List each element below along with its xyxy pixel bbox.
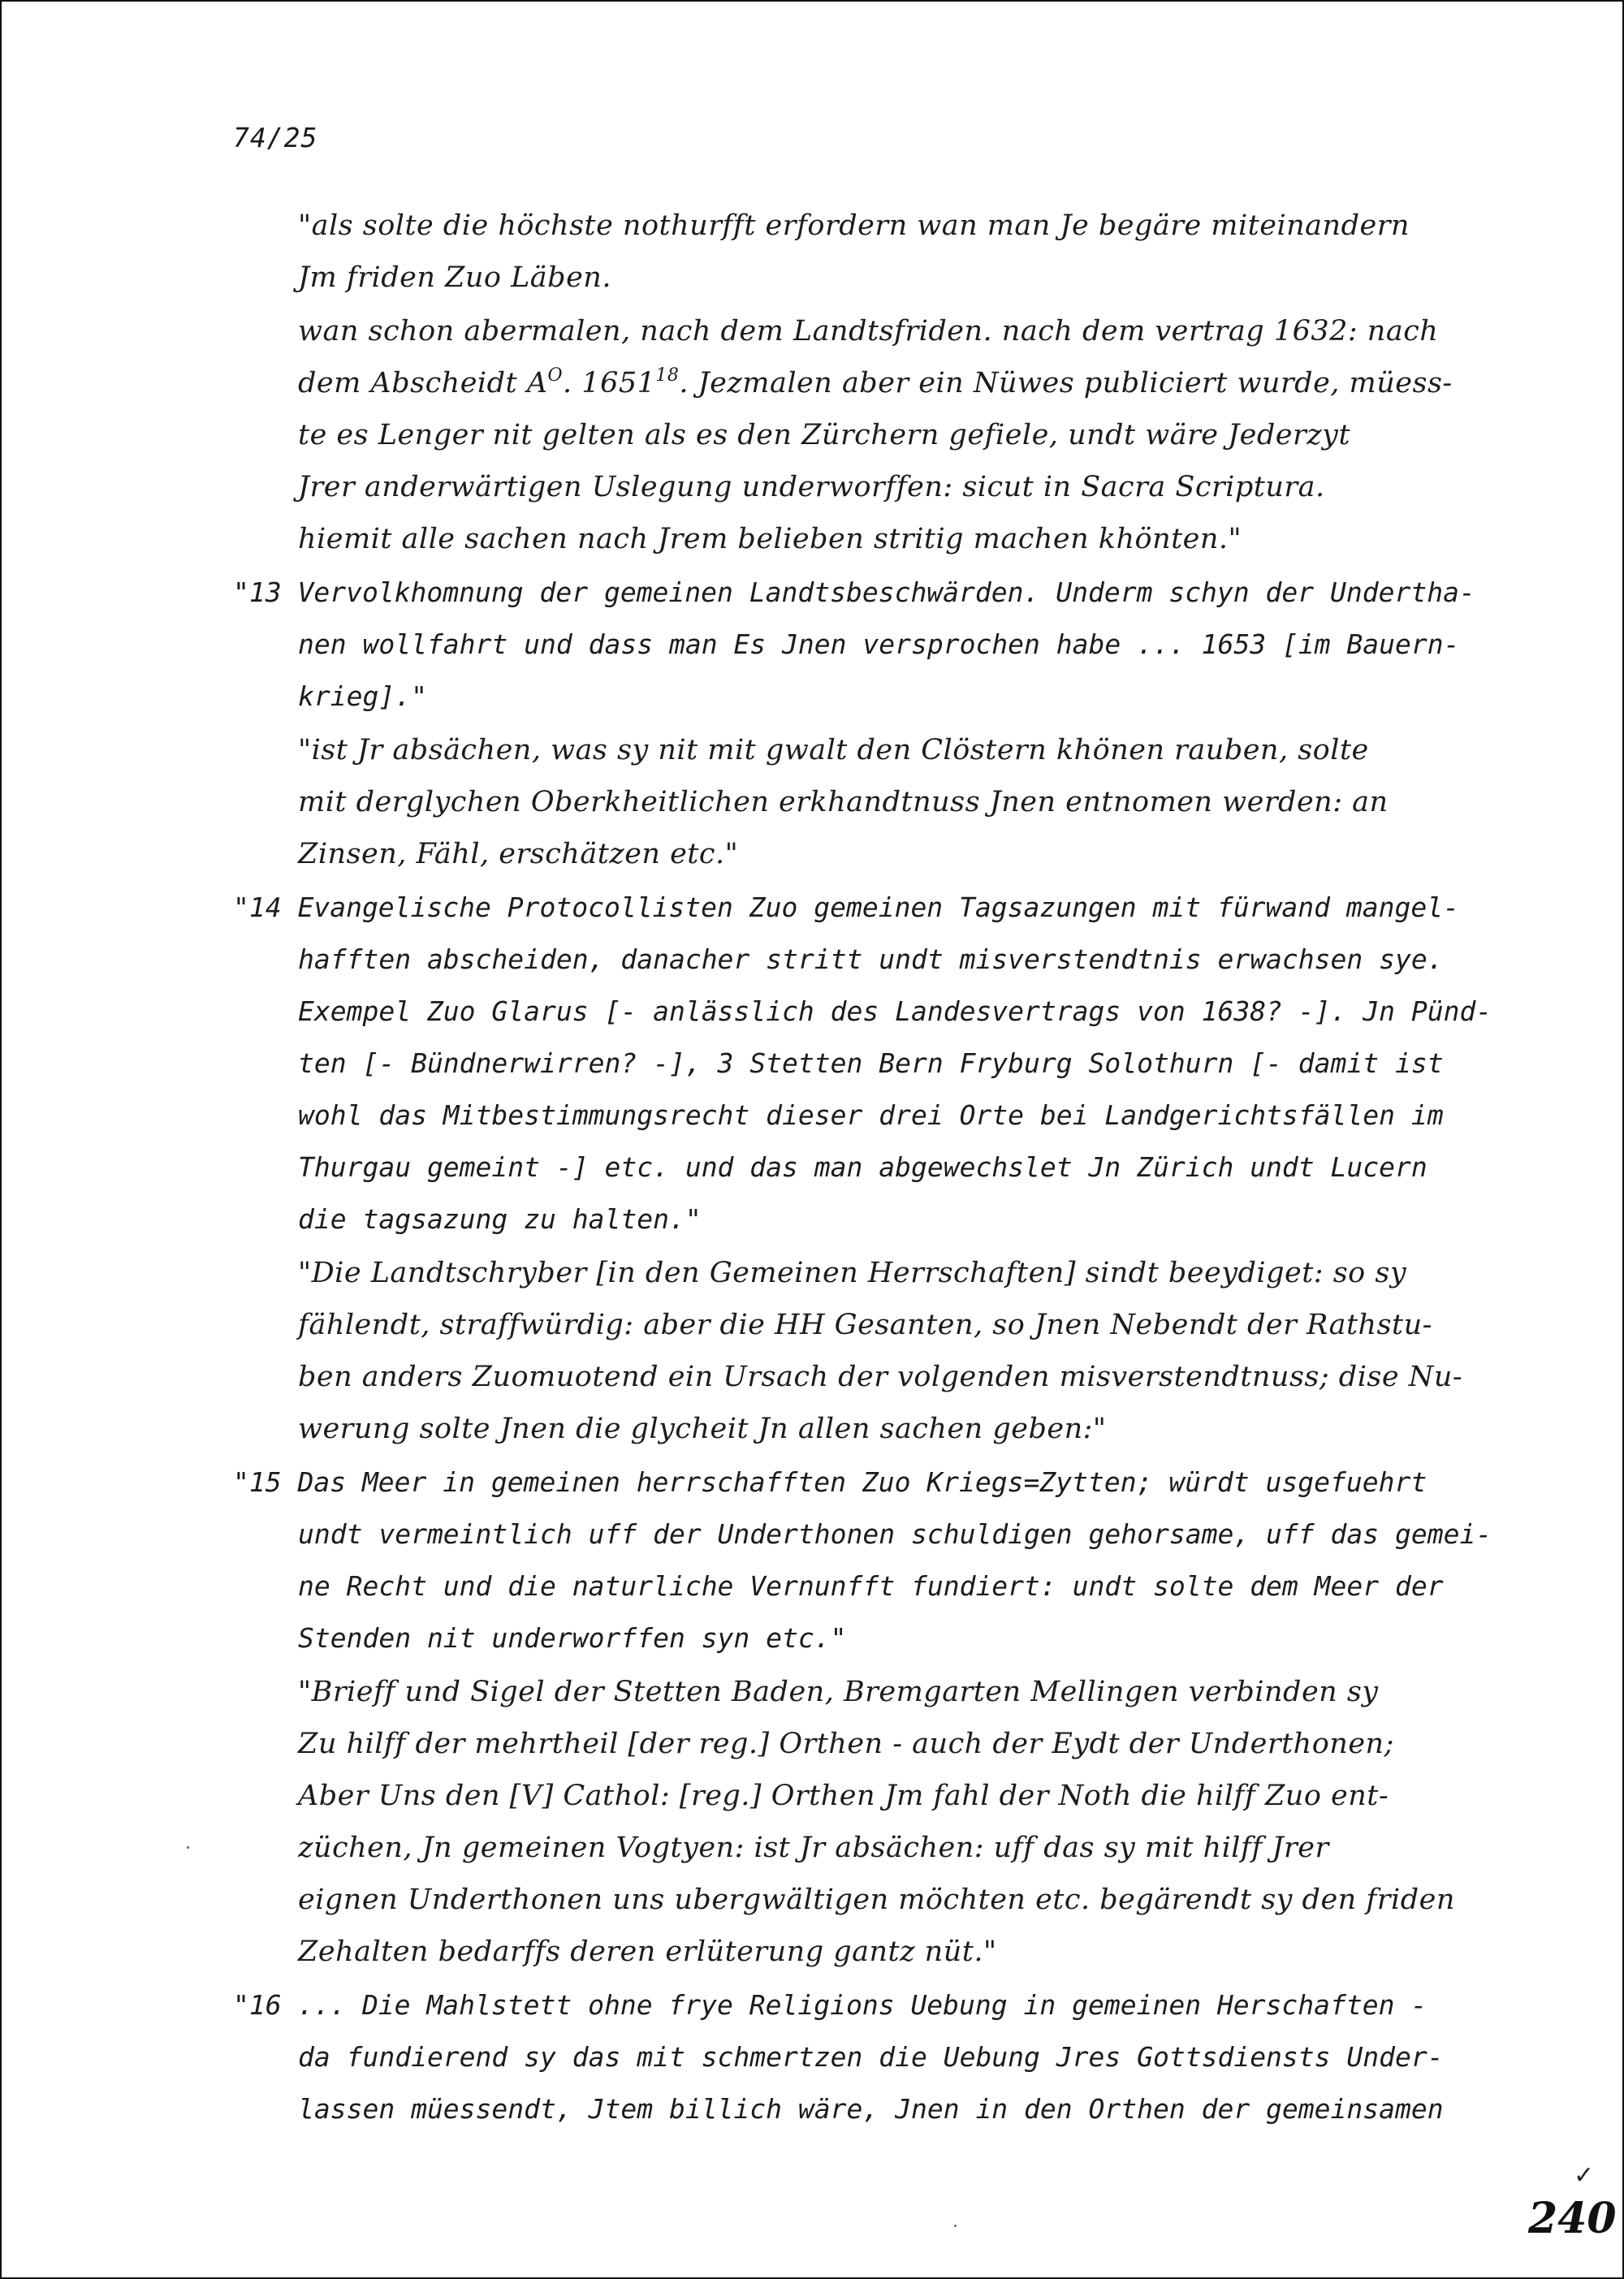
text-line: "als solte die höchste nothurfft erfordern wan man Je begäre miteinandern xyxy=(298,209,1410,242)
text-line: ten [- Bündnerwirren? -], 3 Stetten Bern Fryburg Solothurn [- damit ist xyxy=(298,1047,1444,1079)
text-line: da fundierend sy das mit schmertzen die Uebung Jres Gottsdiensts Under- xyxy=(298,2041,1444,2073)
reference-number: 74/25 xyxy=(233,122,318,153)
text-line: mit derglychen Oberkheitlichen erkhandtnuss Jnen entnomen werden: an xyxy=(298,786,1389,818)
text-line: ben anders Zuomuotend ein Ursach der volgenden misverstendtnuss; dise Nu- xyxy=(298,1361,1463,1393)
text-line: eignen Underthonen uns ubergwältigen möchten etc. begärendt sy den friden xyxy=(298,1884,1455,1916)
text-line: "ist Jr absächen, was sy nit mit gwalt den Clöstern khönen rauben, solte xyxy=(298,734,1369,766)
scan-speck xyxy=(187,1846,189,1849)
text-line: "Die Landtschryber [in den Gemeinen Herrschaften] sindt beeydiget: so sy xyxy=(298,1257,1407,1289)
checkmark-icon: ✓ xyxy=(1574,2161,1595,2190)
text-line: "Brieff und Sigel der Stetten Baden, Bremgarten Mellingen verbinden sy xyxy=(298,1676,1379,1708)
text-line: undt vermeintlich uff der Underthonen schuldigen gehorsame, uff das gemei- xyxy=(298,1518,1492,1550)
scan-speck xyxy=(954,2225,957,2227)
text-line: krieg]." xyxy=(298,680,427,712)
text-line-numbered: "13 Vervolkhomnung der gemeinen Landtsbeschwärden. Underm schyn der Undertha- xyxy=(233,576,1475,608)
text-line: Thurgau gemeint -] etc. und das man abgewechslet Jn Zürich undt Lucern xyxy=(298,1151,1427,1183)
text-line: Zinsen, Fähl, erschätzen etc." xyxy=(298,838,739,870)
text-line: Jm friden Zuo Läben. xyxy=(298,261,611,294)
text-line: die tagsazung zu halten." xyxy=(298,1203,702,1235)
text-line: Exempel Zuo Glarus [- anlässlich des Landesvertrags von 1638? -]. Jn Pünd- xyxy=(298,995,1492,1027)
text-line-numbered: "16 ... Die Mahlstett ohne frye Religions Uebung in gemeinen Herschaften - xyxy=(233,1989,1427,2021)
text-line: Stenden nit underworffen syn etc." xyxy=(298,1622,847,1654)
text-line: hafften abscheiden, danacher stritt undt misverstendtnis erwachsen sye. xyxy=(298,943,1444,975)
text-line: Jrer anderwärtigen Uslegung underworffen: sicut in Sacra Scriptura. xyxy=(298,471,1325,503)
text-line: wohl das Mitbestimmungsrecht dieser drei Orte bei Landgerichtsfällen im xyxy=(298,1099,1444,1131)
text-line: züchen, Jn gemeinen Vogtyen: ist Jr absächen: uff das sy mit hilff Jrer xyxy=(298,1832,1329,1864)
text-line: te es Lenger nit gelten als es den Zürchern gefiele, undt wäre Jederzyt xyxy=(298,419,1351,451)
text-line: Zehalten bedarffs deren erlüterung gantz nüt." xyxy=(298,1936,997,1968)
text-line-numbered: "14 Evangelische Protocollisten Zuo gemeinen Tagsazungen mit fürwand mangel- xyxy=(233,891,1459,923)
folio-number: 240 xyxy=(1528,2194,1617,2243)
text-line: Zu hilff der mehrtheil [der reg.] Orthen - auch der Eydt der Underthonen; xyxy=(298,1728,1394,1760)
text-line-numbered: "15 Das Meer in gemeinen herrschafften Zuo Kriegs=Zytten; würdt usgefuehrt xyxy=(233,1466,1427,1498)
text-line: werung solte Jnen die glycheit Jn allen sachen geben:" xyxy=(298,1413,1107,1445)
text-line: dem Abscheidt $A^O$. 1651$^{18}$. Jezmalen aber ein Nüwes publiciert wurde, müess- xyxy=(298,365,1453,399)
text-line: lassen müessendt, Jtem billich wäre, Jnen in den Orthen der gemeinsamen xyxy=(298,2093,1444,2125)
text-line: hiemit alle sachen nach Jrem belieben stritig machen khönten." xyxy=(298,523,1242,555)
text-line: wan schon abermalen, nach dem Landtsfriden. nach dem vertrag 1632: nach xyxy=(298,315,1439,347)
text-line: nen wollfahrt und dass man Es Jnen versprochen habe ... 1653 [im Bauern- xyxy=(298,628,1460,660)
text-line: fählendt, straffwürdig: aber die HH Gesanten, so Jnen Nebendt der Rathstu- xyxy=(298,1309,1432,1341)
text-line: Aber Uns den [V] Cathol: [reg.] Orthen Jm fahl der Noth die hilff Zuo ent- xyxy=(298,1780,1389,1812)
text-line: ne Recht und die naturliche Vernunfft fundiert: undt solte dem Meer der xyxy=(298,1570,1444,1602)
